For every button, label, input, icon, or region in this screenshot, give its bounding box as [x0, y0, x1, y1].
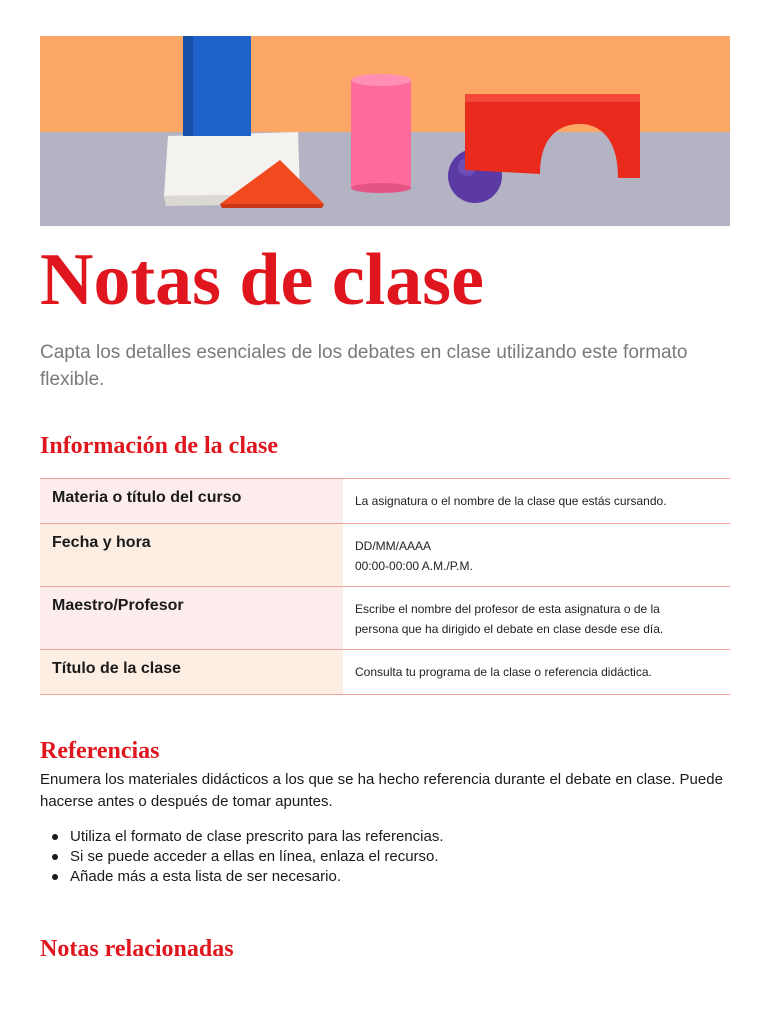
- value-line: Consulta tu programa de la clase o referencia didáctica.: [355, 665, 652, 679]
- row-value-class-title[interactable]: [343, 650, 730, 695]
- value-line: La asignatura o el nombre de la clase que estás cursando.: [355, 494, 667, 508]
- list-item[interactable]: Si se puede acceder a ellas en línea, enlaza el recurso.: [40, 847, 730, 867]
- value-line: DD/MM/AAAA: [355, 539, 432, 553]
- related-notes-heading: Notas relacionadas: [40, 936, 234, 962]
- class-info-table: [40, 478, 730, 695]
- page-title: Notas de clase: [40, 239, 484, 321]
- table-row: [40, 650, 730, 695]
- table-row: [40, 524, 730, 587]
- list-item[interactable]: Utiliza el formato de clase prescrito para las referencias.: [40, 827, 730, 847]
- page-subtitle: Capta los detalles esenciales de los debates en clase utilizando este formato flexible.: [40, 342, 688, 390]
- row-value-teacher[interactable]: [343, 587, 730, 650]
- bullet-icon: [52, 834, 58, 840]
- hero-image: [40, 36, 730, 226]
- row-label-course: Materia o título del curso: [40, 479, 343, 524]
- bullet-icon: [52, 854, 58, 860]
- row-label-date: Fecha y hora: [40, 524, 343, 587]
- class-info-heading: Información de la clase: [40, 433, 278, 459]
- row-label-teacher: Maestro/Profesor: [40, 587, 343, 650]
- table-row: [40, 587, 730, 650]
- value-line: persona que ha dirigido el debate en clase desde ese día.: [355, 622, 664, 636]
- references-list: [40, 827, 730, 887]
- row-label-class-title: Título de la clase: [40, 650, 343, 695]
- value-line: 00:00-00:00 A.M./P.M.: [355, 559, 473, 573]
- row-value-date[interactable]: [343, 524, 730, 587]
- row-value-course[interactable]: [343, 479, 730, 524]
- references-intro: Enumera los materiales didácticos a los que se ha hecho referencia durante el debate en clase. Puede hacerse antes o después de tomar apuntes.: [40, 771, 723, 810]
- bullet-icon: [52, 874, 58, 880]
- value-line: Escribe el nombre del profesor de esta asignatura o de la: [355, 602, 660, 616]
- list-item[interactable]: Añade más a esta lista de ser necesario.: [40, 867, 730, 887]
- references-heading: Referencias: [40, 738, 160, 764]
- table-row: [40, 479, 730, 524]
